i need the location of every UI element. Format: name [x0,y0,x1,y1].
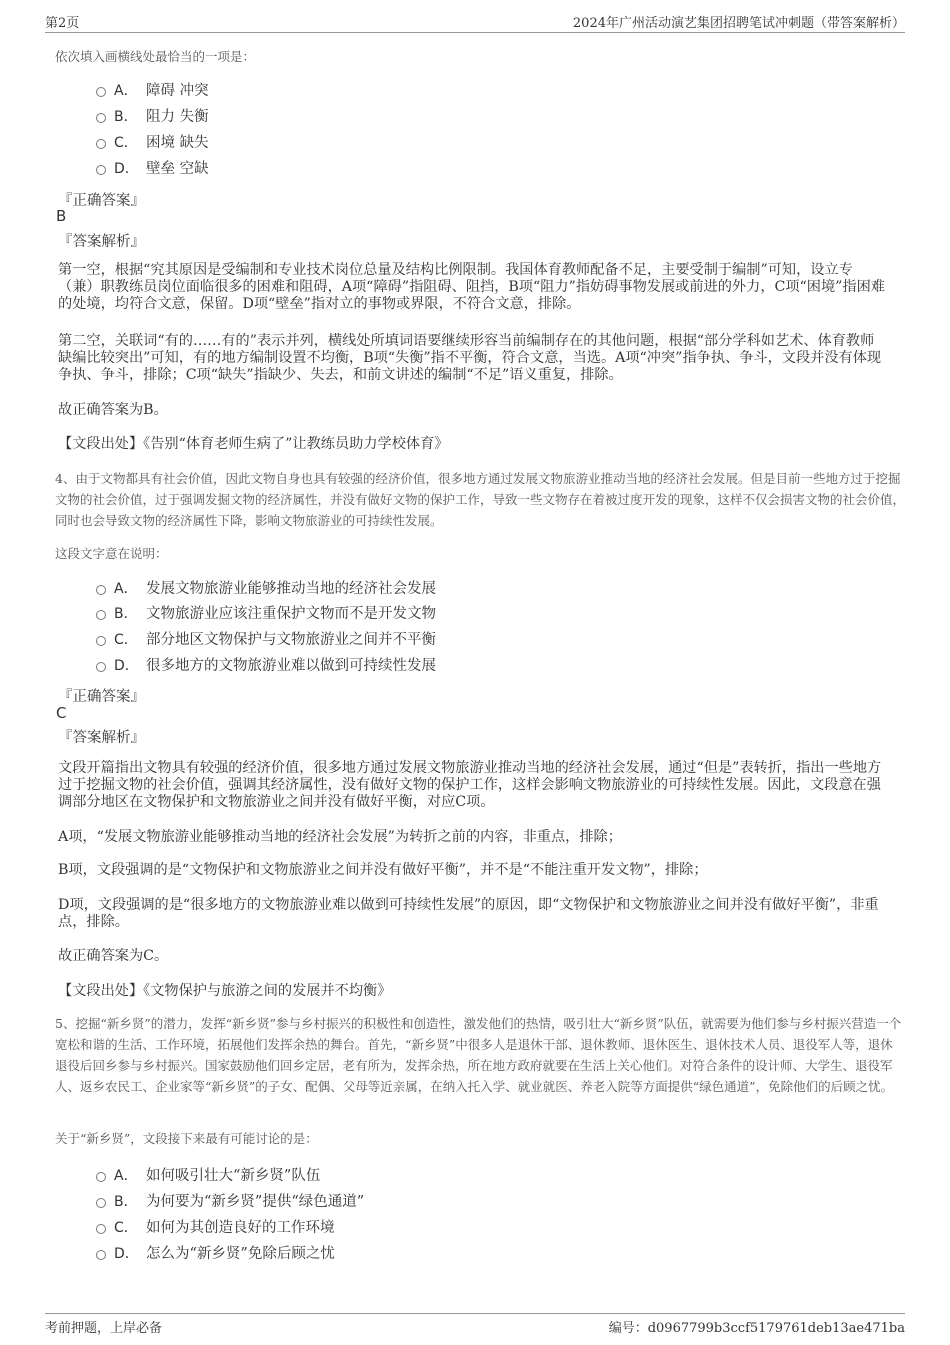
q3-analysis-2: 第二空，关联词“有的……有的”表示并列，横线处所填词语要继续形容当前编制存在的其他问题，根据“部分学科如艺术、体育教师缺编比较突出”可知，有的地方编制设置不均衡，B项“失衡”指不平衡，符合文意，当选。A项“冲突”指争执、争斗，文段并没有体现争执、争斗，排除；C项“缺失”指缺少、失去，和前文讲述的编制“不足”语义重复，排除。 [58,333,882,383]
q5-prompt: 关于“新乡贤”，文段接下来最有可能讨论的是： [55,1131,318,1146]
q4-option-c[interactable]: C． 部分地区文物保护与文物旅游业之间并不平衡 [96,629,436,651]
page-number: 第2页 [45,16,80,31]
q5-option-b[interactable]: B． 为何要为“新乡贤”提供“绿色通道” [96,1191,364,1213]
q3-source: 【文段出处】《告别“体育老师生病了”让教练员助力学校体育》 [58,436,449,452]
q3-option-c[interactable]: C． 困境 缺失 [96,132,209,154]
document-id: 编号：d0967799b3ccf5179761deb13ae471ba [608,1321,905,1336]
q3-analysis-1: 第一空，根据“究其原因是受编制和专业技术岗位总量及结构比例限制。我国体育教师配备不足，主要受制于编制”可知，设立专（兼）职教练员岗位面临很多的困难和阻碍，A项“障碍”指阻碍、阻挡，B项“阻力”指妨碍事物发展或前进的外力，C项“困境”指困难的处境，均符合文意，保留。D项“壁垒”指对立的事物或界限，不符合文意，排除。 [58,262,885,312]
q3-option-b[interactable]: B． 阻力 失衡 [96,106,209,128]
q5-option-a[interactable]: A． 如何吸引壮大“新乡贤”队伍 [96,1165,320,1187]
correct-answer-label: 『正确答案』 [58,193,145,209]
q4-answer: C [56,704,67,722]
q4-analysis-2: A项，“发展文物旅游业能够推动当地的经济社会发展”为转折之前的内容，非重点，排除； [58,829,622,845]
analysis-label: 『答案解析』 [58,730,145,746]
radio-icon[interactable] [96,113,106,123]
page-footer [45,1313,905,1336]
q3-answer: B [56,207,67,225]
q3-option-a[interactable]: A． 障碍 冲突 [96,80,209,102]
radio-icon[interactable] [96,662,106,672]
radio-icon[interactable] [96,1250,106,1260]
q4-analysis-5: 故正确答案为C。 [58,948,169,964]
radio-icon[interactable] [96,585,106,595]
analysis-label: 『答案解析』 [58,234,145,250]
q4-source: 【文段出处】《文物保护与旅游之间的发展并不均衡》 [58,983,392,999]
q4-analysis-3: B项，文段强调的是“文物保护和文物旅游业之间并没有做好平衡”，并不是“不能注重开发文物”，排除； [58,862,708,878]
radio-icon[interactable] [96,1172,106,1182]
q3-analysis-3: 故正确答案为B。 [58,402,168,418]
radio-icon[interactable] [96,165,106,175]
page-header [45,12,905,33]
q5-stem: 5、挖掘“新乡贤”的潜力，发挥“新乡贤”参与乡村振兴的积极性和创造性，激发他们的热情，吸引壮大“新乡贤”队伍，就需要为他们参与乡村振兴营造一个宽松和谐的生活、工作环境，拓展他们发挥余热的舞台。首先，“新乡贤”中很多人是退休干部、退休教师、退休医生、退休技术人员、退役军人等，退休退役后回乡参与乡村振兴。国家鼓励他们回乡定居，老有所为，发挥余热，所在地方政府就要在生活上关心他们。对符合条件的设计师、大学生、退役军人、返乡农民工、企业家等“新乡贤”的子女、配偶、父母等近亲属，在纳入托入学、就业就医、养老入院等方面提供“绿色通道”，免除他们的后顾之忧。 [55,1016,902,1094]
q4-option-a[interactable]: A． 发展文物旅游业能够推动当地的经济社会发展 [96,578,436,600]
q3-prompt: 依次填入画横线处最恰当的一项是： [55,49,256,64]
document-title: 2024年广州活动演艺集团招聘笔试冲刺题（带答案解析） [572,16,905,31]
radio-icon[interactable] [96,1198,106,1208]
q4-stem: 4、由于文物都具有社会价值，因此文物自身也具有较强的经济价值，很多地方通过发展文物旅游业推动当地的经济社会发展。但是目前一些地方过于挖掘文物的社会价值，过于强调发掘文物的经济属性，并没有做好文物的保护工作，导致一些文物存在着被过度开发的现象，这样不仅会损害文物的社会价值，同时也会导致文物的经济属性下降，影响文物旅游业的可持续性发展。 [55,471,906,528]
radio-icon[interactable] [96,636,106,646]
footer-slogan: 考前押题，上岸必备 [45,1321,163,1336]
q5-option-c[interactable]: C． 如何为其创造良好的工作环境 [96,1217,335,1239]
correct-answer-label: 『正确答案』 [58,689,145,705]
radio-icon[interactable] [96,610,106,620]
radio-icon[interactable] [96,1224,106,1234]
q5-option-d[interactable]: D． 怎么为“新乡贤”免除后顾之忧 [96,1243,335,1265]
q4-prompt: 这段文字意在说明： [55,546,168,561]
q4-analysis-4: D项，文段强调的是“很多地方的文物旅游业难以做到可持续性发展”的原因，即“文物保护和文物旅游业之间并没有做好平衡”，非重点，排除。 [58,897,879,930]
q4-analysis-1: 文段开篇指出文物具有较强的经济价值，很多地方通过发展文物旅游业推动当地的经济社会发展，通过“但是”表转折，指出一些地方过于挖掘文物的社会价值，强调其经济属性，没有做好文物的保护工作，这样会影响文物旅游业的可持续性发展。因此，文段意在强调部分地区在文物保护和文物旅游业之间并没有做好平衡，对应C项。 [58,760,882,810]
q3-option-d[interactable]: D． 壁垒 空缺 [96,158,209,180]
q4-option-d[interactable]: D． 很多地方的文物旅游业难以做到可持续性发展 [96,655,436,677]
radio-icon[interactable] [96,139,106,149]
q4-option-b[interactable]: B． 文物旅游业应该注重保护文物而不是开发文物 [96,603,436,625]
radio-icon[interactable] [96,87,106,97]
